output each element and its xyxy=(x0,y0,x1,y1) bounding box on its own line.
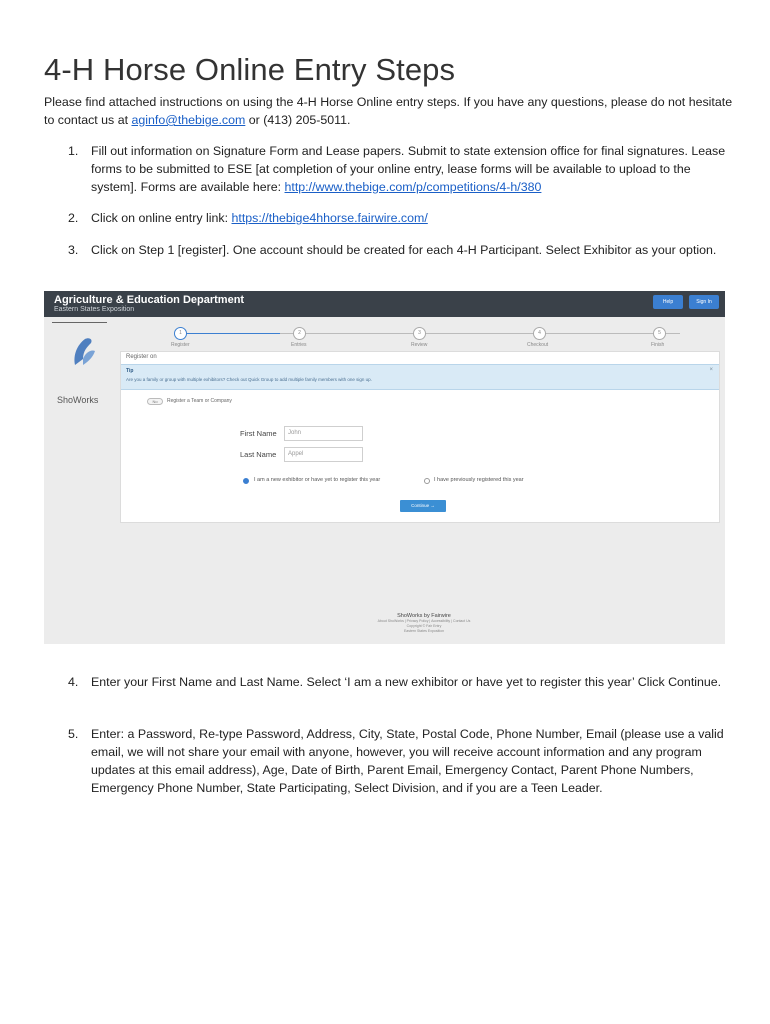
close-icon: × xyxy=(709,367,713,373)
step-text: Fill out information on Signature Form and Lease papers. Submit to state extension office for final signatures. Lease forms to be submitted to ESE [at completion of your online entry, lease forms will be available to upload to the system]. Forms are available here: xyxy=(91,144,726,194)
radio-new-exhibitor xyxy=(243,478,249,484)
forms-link[interactable]: http://www.thebige.com/p/competitions/4-h/380 xyxy=(284,180,542,194)
stepper-label-5: Finish xyxy=(651,342,665,348)
step-text: Enter: a Password, Re-type Password, Address, City, State, Postal Code, Phone Number, Email (please use a valid email, we will not share your email with anyone, however, you will receive account information and any program updates at this email address), Age, Date of Birth, Parent Email, Emergency Contact, Parent Phone Numbers, Emergency Phone Number, State Participating, Select Division, and if you are a Teen Leader. xyxy=(91,727,724,795)
stepper-progress-line xyxy=(186,333,280,334)
step-text: Enter your First Name and Last Name. Select ‘I am a new exhibitor or have yet to register this year’ Click Continue. xyxy=(91,675,722,689)
panel-title: Register on xyxy=(126,354,157,360)
team-toggle: No xyxy=(147,398,163,405)
step-number: 2. xyxy=(68,211,79,225)
registration-screenshot xyxy=(44,291,725,644)
radio-previously-registered-label: I have previously registered this year xyxy=(434,477,524,483)
team-toggle-label: Register a Team or Company xyxy=(167,398,232,404)
step-number: 3. xyxy=(68,243,79,257)
stepper-circle-5: 5 xyxy=(653,327,666,340)
screenshot-sidebar xyxy=(49,321,113,621)
footer-brand: ShoWorks by Fairwire xyxy=(397,613,451,619)
screenshot-dept-title: Agriculture & Education Department xyxy=(54,294,245,306)
screenshot-help-button: Help xyxy=(653,295,683,309)
stepper-label-2: Entries xyxy=(291,342,307,348)
intro-paragraph xyxy=(44,93,734,129)
footer-copyright: Copyright © Fair Entry xyxy=(406,624,442,628)
intro-phone: or (413) 205-5011. xyxy=(245,113,351,127)
screenshot-signin-button: Sign In xyxy=(689,295,719,309)
first-name-field: John xyxy=(284,426,363,441)
stepper-label-4: Checkout xyxy=(527,342,549,348)
last-name-label: Last Name xyxy=(240,450,277,459)
tip-title: Tip xyxy=(126,368,134,374)
step-5 xyxy=(68,725,728,797)
registration-stepper xyxy=(119,325,719,349)
register-panel xyxy=(120,351,720,523)
showorks-logo-text: ShoWorks xyxy=(57,395,99,405)
step-3 xyxy=(68,241,728,259)
step-2 xyxy=(68,209,728,227)
tip-text: Are you a family or group with multiple exhibitors? Check out Quick Group to add multiple family members with one sign up. xyxy=(126,377,372,382)
footer-org: Eastern States Exposition xyxy=(403,629,445,633)
continue-button: Continue → xyxy=(400,500,446,512)
step-4 xyxy=(68,673,728,691)
step-number: 5. xyxy=(68,727,79,741)
stepper-label-3: Review xyxy=(411,342,428,348)
step-text: Click on Step 1 [register]. One account should be created for each 4-H Participant. Select Exhibitor as your option. xyxy=(91,243,717,257)
contact-email-link[interactable]: aginfo@thebige.com xyxy=(131,113,246,127)
screenshot-header xyxy=(44,291,725,317)
first-name-label: First Name xyxy=(240,429,277,438)
stepper-circle-3: 3 xyxy=(413,327,426,340)
stepper-circle-2: 2 xyxy=(293,327,306,340)
tip-banner xyxy=(121,364,719,390)
screenshot-dept-subtitle: Eastern States Exposition xyxy=(54,306,135,313)
step-1 xyxy=(68,142,728,196)
step-text: Click on online entry link: xyxy=(91,211,232,225)
intro-text: Please find attached instructions on using the 4-H Horse Online entry steps. If you have any questions, please do not hesitate to contact us at xyxy=(44,95,733,127)
stepper-circle-4: 4 xyxy=(533,327,546,340)
step-number: 4. xyxy=(68,675,79,689)
footer-links: About ShoWorks | Privacy Policy | Accessibility | Contact Us xyxy=(377,619,471,623)
page-title: 4-H Horse Online Entry Steps xyxy=(44,52,456,87)
step-number: 1. xyxy=(68,144,79,158)
radio-previously-registered xyxy=(424,478,430,484)
screenshot-footer xyxy=(334,613,514,634)
stepper-circle-1: 1 xyxy=(174,327,187,340)
horse-logo-icon xyxy=(69,335,97,369)
last-name-field: Appel xyxy=(284,447,363,462)
stepper-track-line xyxy=(280,333,680,334)
stepper-label-1: Register xyxy=(171,342,190,348)
online-entry-link[interactable]: https://thebige4hhorse.fairwire.com/ xyxy=(231,211,428,225)
radio-new-exhibitor-label: I am a new exhibitor or have yet to register this year xyxy=(254,477,381,483)
